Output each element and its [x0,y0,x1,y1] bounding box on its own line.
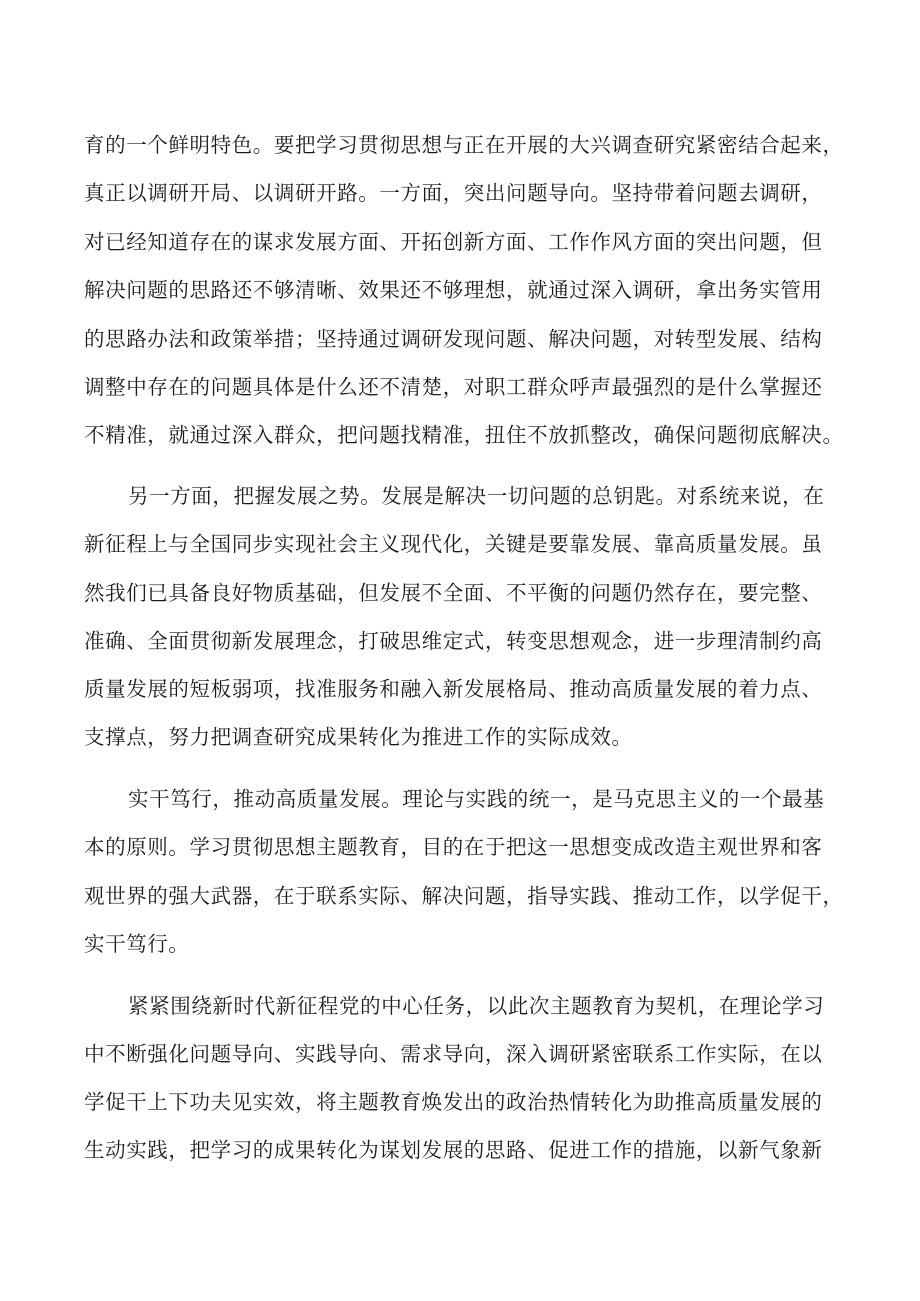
paragraph-line: 紧紧围绕新时代新征程党的中心任务，以此次主题教育为契机，在理论学习 [128,994,825,1018]
paragraph-line: 调整中存在的问题具体是什么还不清楚，对职工群众呼声最强烈的是什么掌握还 [84,375,823,399]
paragraph-line: 中不断强化问题导向、实践导向、需求导向，深入调研紧密联系工作实际，在以 [84,1042,823,1066]
paragraph-line: 的思路办法和政策举措；坚持通过调研发现问题、解决问题，对转型发展、结构 [84,327,823,351]
paragraph-line: 新征程上与全国同步实现社会主义现代化，关键是要靠发展、靠高质量发展。虽 [84,532,823,556]
paragraph-line: 质量发展的短板弱项，找准服务和融入新发展格局、推动高质量发展的着力点、 [84,677,823,701]
paragraph-line: 学促干上下功夫见实效，将主题教育焕发出的政治热情转化为助推高质量发展的 [84,1090,823,1114]
paragraph-line: 解决问题的思路还不够清晰、效果还不够理想，就通过深入调研，拿出务实管用 [84,278,823,302]
paragraph-line: 实干笃行。 [84,932,190,956]
paragraph-line: 另一方面，把握发展之势。发展是解决一切问题的总钥匙。对系统来说，在 [128,484,825,508]
paragraph-line: 育的一个鲜明特色。要把学习贯彻思想与正在开展的大兴调查研究紧密结合起来， [84,133,844,157]
paragraph-line: 真正以调研开局、以调研开路。一方面，突出问题导向。坚持带着问题去调研， [84,181,823,205]
paragraph-line: 观世界的强大武器，在于联系实际、解决问题，指导实践、推动工作，以学促干， [84,884,844,908]
paragraph-line: 准确、全面贯彻新发展理念，打破思维定式，转变思想观念，进一步理清制约高 [84,629,823,653]
paragraph-line: 不精准，就通过深入群众，把问题找精准，扭住不放抓整改，确保问题彻底解决。 [84,423,844,447]
paragraph-line: 支撑点，努力把调查研究成果转化为推进工作的实际成效。 [84,725,633,749]
paragraph-line: 生动实践，把学习的成果转化为谋划发展的思路、促进工作的措施，以新气象新 [84,1138,823,1162]
paragraph-line: 本的原则。学习贯彻思想主题教育，目的在于把这一思想变成改造主观世界和客 [84,835,823,859]
paragraph-line: 实干笃行，推动高质量发展。理论与实践的统一，是马克思主义的一个最基 [128,787,825,811]
paragraph-line: 对已经知道存在的谋求发展方面、开拓创新方面、工作作风方面的突出问题，但 [84,230,823,254]
paragraph-line: 然我们已具备良好物质基础，但发展不全面、不平衡的问题仍然存在，要完整、 [84,581,823,605]
